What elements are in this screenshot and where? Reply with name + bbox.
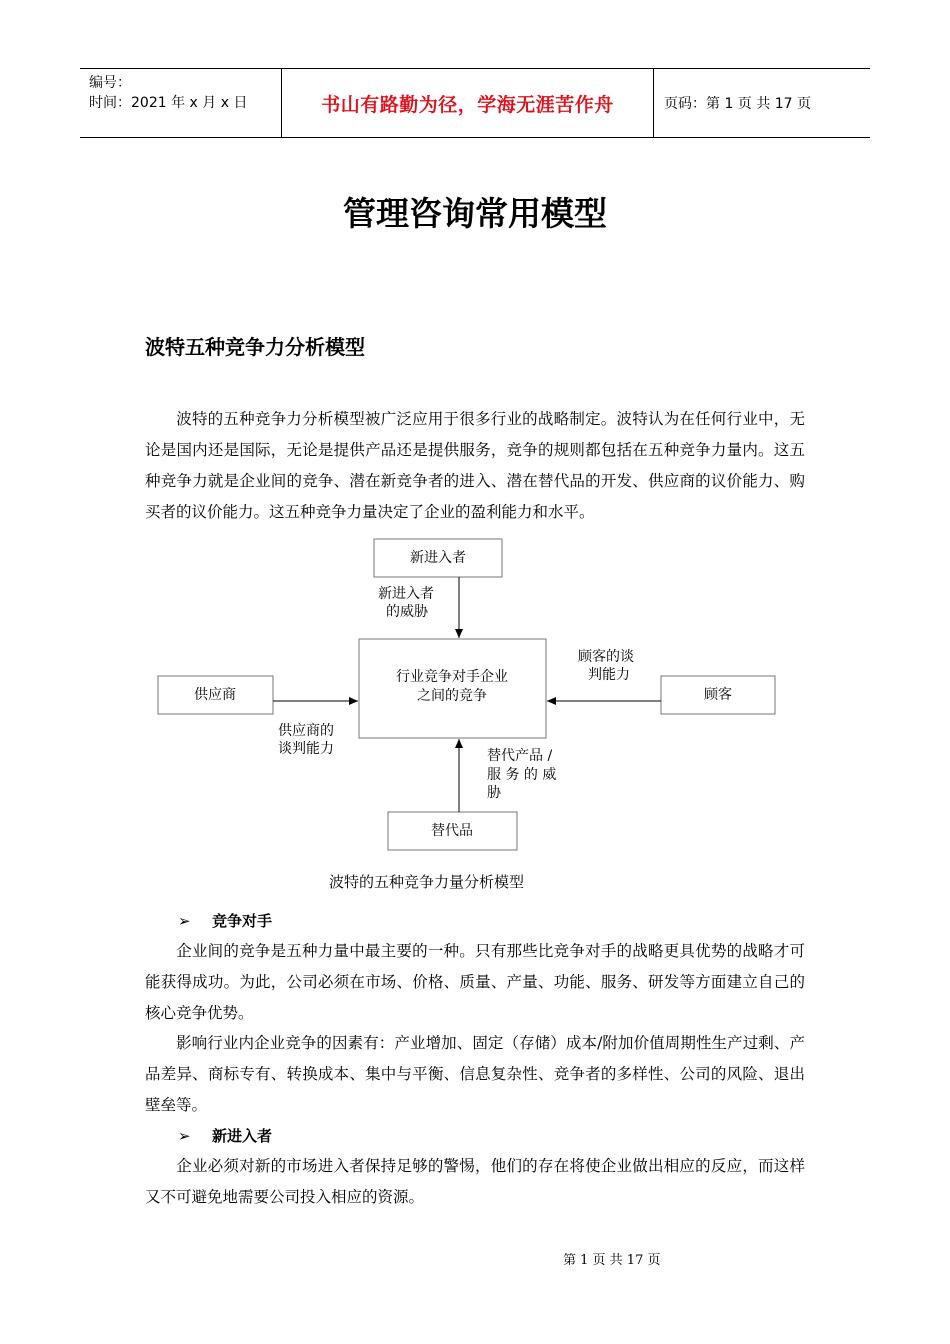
new-entrant-label: 新进入者 [410,550,466,566]
customer-power-1: 顾客的谈 [578,649,634,665]
header-page-info: 页码：第 1 页 共 17 页 [664,96,811,112]
competitors-paragraph-2 [145,1028,805,1121]
substitute-threat-1: 替代产品 / [487,748,553,764]
intro-text: 波特的五种竞争力分析模型被广泛应用于很多行业的战略制定。波特认为在任何行业中，无论是国内还是国际，无论是提供产品还是提供服务，竞争的规则都包括在五种竞争力量内。这五种竞争力就是企业间的竞争、潜在新竞争者的进入、潜在替代品的开发、供应商的议价能力、购买者的议价能力。这五种竞争力量决定了企业的盈利能力和水平。 [145,410,805,521]
substitute-threat-3: 胁 [487,785,501,801]
competitors-paragraph-1 [145,936,805,1029]
bullet-new-entrants [178,1125,272,1146]
supplier-power-1: 供应商的 [278,723,334,739]
substitute-threat-2: 服 务 的 威 [487,767,557,783]
supplier-power-2: 谈判能力 [278,741,334,757]
center-label-1: 行业竞争对手企业 [396,669,508,685]
doc-date: 时间：2021 年 x 月 x 日 [89,95,248,111]
page-footer: 第 1 页 共 17 页 [563,1253,661,1268]
bullet-competitors-text: 竞争对手 [212,912,273,930]
competitors-text-2: 影响行业内企业竞争的因素有：产业增加、固定（存储）成本/附加价值周期性生产过剩、产品差异、商标专有、转换成本、集中与平衡、信息复杂性、竞争者的多样性、公司的风险、退出壁垒等。 [145,1034,805,1114]
bullet-arrow-icon: ➢ [178,1127,191,1145]
supplier-label: 供应商 [194,687,236,703]
section-heading: 波特五种竞争力分析模型 [145,335,365,359]
new-entrants-paragraph [145,1151,805,1213]
diagram-caption: 波特的五种竞争力量分析模型 [329,873,525,891]
bullet-competitors [178,910,272,931]
substitute-label: 替代品 [431,823,473,839]
header-motto: 书山有路勤为径，学海无涯苦作舟 [281,69,654,137]
bullet-new-entrants-text: 新进入者 [212,1127,273,1145]
new-entrant-threat-2: 的威胁 [386,604,428,620]
competitors-text-1: 企业间的竞争是五种力量中最主要的一种。只有那些比竞争对手的战略更具优势的战略才可能获得成功。为此，公司必须在市场、价格、质量、产量、功能、服务、研发等方面建立自己的核心竞争优势。 [145,942,805,1022]
doc-code-label: 编号： [89,75,131,91]
new-entrants-text: 企业必须对新的市场进入者保持足够的警惕，他们的存在将使企业做出相应的反应，而这样又不可避免地需要公司投入相应的资源。 [145,1157,805,1206]
customer-label: 顾客 [704,687,732,703]
new-entrant-threat-1: 新进入者 [378,586,434,602]
bullet-arrow-icon: ➢ [178,912,191,930]
customer-power-2: 判能力 [588,667,630,683]
page-title: 管理咨询常用模型 [343,194,607,233]
center-label-2: 之间的竞争 [417,688,487,704]
